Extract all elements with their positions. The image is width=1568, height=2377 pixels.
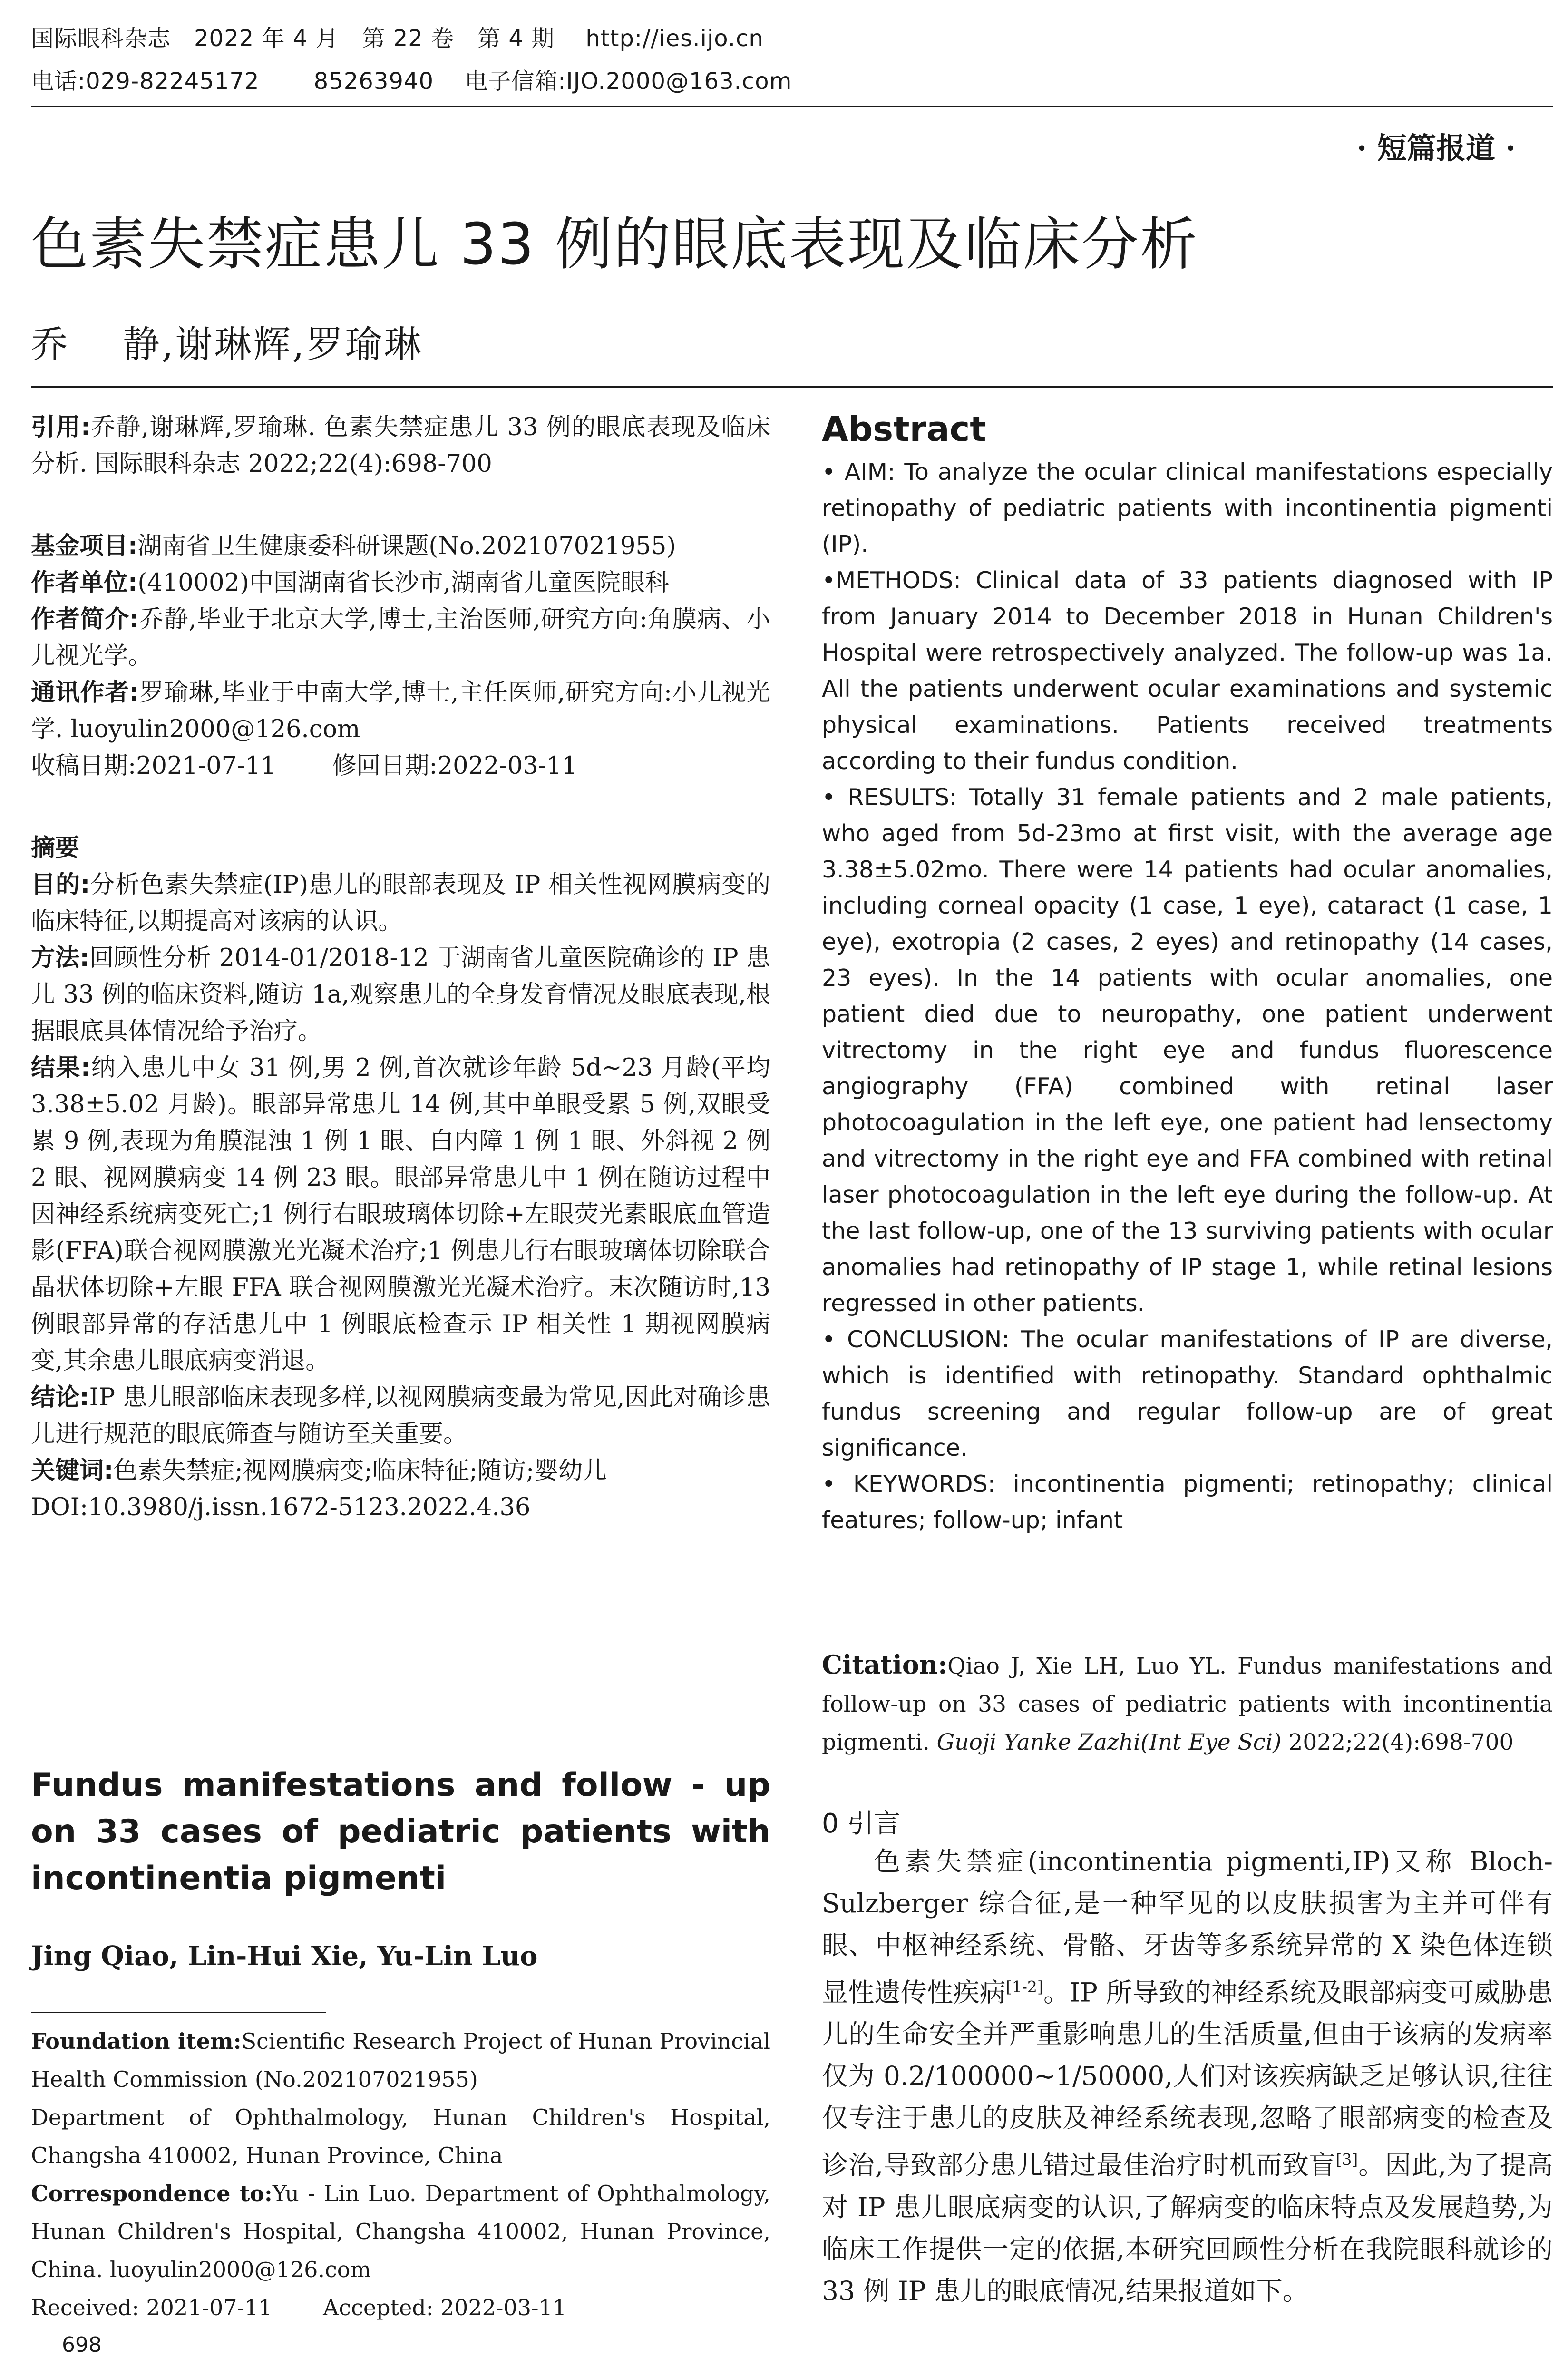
- conclusion-text: IP 患儿眼部临床表现多样,以视网膜病变最为常见,因此对确诊患儿进行规范的眼底筛查与随访至关重要。: [31, 1383, 770, 1448]
- abstract-keywords: • KEYWORDS: incontinentia pigmenti; retinopathy; clinical features; follow-up; infant: [822, 1471, 1553, 1534]
- methods-text: 回顾性分析 2014-01/2018-12 于湖南省儿童医院确诊的 IP 患儿 33 例的临床资料,随访 1a,观察患儿的全身发育情况及眼底表现,根据眼底具体情况给予治疗。: [31, 944, 770, 1045]
- doi: DOI:10.3980/j.issn.1672-5123.2022.4.36: [31, 1493, 531, 1521]
- page-number: 698: [62, 2333, 102, 2357]
- received-dates: 收稿日期:2021-07-11 修回日期:2022-03-11: [31, 752, 577, 780]
- abstract-conclusion: • CONCLUSION: The ocular manifestations of IP are diverse, which is identified with retinopathy. Standard ophthalmic fundus screening and regular follow-up are of great significance.: [822, 1326, 1553, 1461]
- bio-label: 作者简介:: [31, 605, 139, 633]
- methods-label: 方法:: [31, 944, 89, 972]
- foundation-text: Scientific Research Project of Hunan Provincial Health Commission (No.202107021955): [31, 2028, 770, 2092]
- intro-text-3: 。因此,为了提高对 IP 患儿眼底病变的认识,了解病变的临床特点及发展趋势,为临床工作提供一定的依据,本研究回顾性分析在我院眼科就诊的 33 例 IP 患儿的眼底情况,结果报道如下。: [822, 2150, 1553, 2306]
- intro-heading: 0 引言: [822, 1808, 901, 1839]
- aim-label: 目的:: [31, 871, 90, 899]
- bio-text: 乔静,毕业于北京大学,博士,主治医师,研究方向:角膜病、小儿视光学。: [31, 605, 770, 670]
- citation-en-journal: Guoji Yanke Zazhi(Int Eye Sci): [936, 1729, 1282, 1755]
- authors-rule: [31, 386, 1553, 388]
- abstract-en: [822, 454, 1553, 1539]
- foundation-label: Foundation item:: [31, 2028, 242, 2054]
- meta-block: [31, 528, 770, 784]
- correspondence-label: Correspondence to:: [31, 2181, 273, 2206]
- unit-text: (410002)中国湖南省长沙市,湖南省儿童医院眼科: [137, 569, 670, 597]
- corr-text: 罗瑜琳,毕业于中南大学,博士,主任医师,研究方向:小儿视光学. luoyulin2000@126.com: [31, 679, 770, 743]
- section-tag: · 短篇报道 ·: [1356, 131, 1516, 166]
- correspondence-text: Yu - Lin Luo. Department of Ophthalmology, Hunan Children's Hospital, Changsha 410002, Hunan Province, China. luoyulin2000@126.com: [31, 2181, 770, 2282]
- citation-label: 引用:: [31, 413, 91, 441]
- results-text: 纳入患儿中女 31 例,男 2 例,首次就诊年龄 5d~23 月龄(平均 3.38±5.02 月龄)。眼部异常患儿 14 例,其中单眼受累 5 例,双眼受累 9 例,表现为角膜混浊 1 例 1 眼、白内障 1 例 1 眼、外斜视 2 例 2 眼、视网膜病变 14 例 23 眼。眼部异常患儿中 1 例在随访过程中因神经系统病变死亡;1 例行右眼玻璃体切除+左眼荧光素眼底血管造影(FFA)联合视网膜激光光凝术治疗;1 例患儿行右眼玻璃体切除联合晶状体切除+左眼 FFA 联合视网膜激光光凝术治疗。末次随访时,13 例眼部异常的存活患儿中 1 例眼底检查示 IP 相关性 1 期视网膜病变,其余患儿眼底病变消退。: [31, 1054, 770, 1375]
- unit-label: 作者单位:: [31, 569, 138, 597]
- english-title: Fundus manifestations and follow - up on 33 cases of pediatric patients with incontinentia pigmenti: [31, 1766, 770, 1897]
- citation-en-label: Citation:: [822, 1649, 948, 1680]
- ref-3: [3]: [1335, 2150, 1358, 2169]
- article-title: 色素失禁症患儿 33 例的眼底表现及临床分析: [31, 212, 1198, 278]
- header-rule: [31, 106, 1553, 107]
- keywords-label: 关键词:: [31, 1457, 114, 1485]
- citation-en-tail: 2022;22(4):698-700: [1281, 1729, 1514, 1755]
- fund-label: 基金项目:: [31, 532, 138, 560]
- corr-label: 通讯作者:: [31, 679, 139, 707]
- fund-text: 湖南省卫生健康委科研课题(No.202107021955): [137, 532, 676, 560]
- abstract-aim: • AIM: To analyze the ocular clinical manifestations especially retinopathy of pediatric patients with incontinentia pigmenti (IP).: [822, 458, 1553, 558]
- received-accepted: Received: 2021-07-11 Accepted: 2022-03-11: [31, 2295, 567, 2320]
- authors-cn: 乔 静,谢琳辉,罗瑜琳: [31, 323, 423, 366]
- english-authors: Jing Qiao, Lin-Hui Xie, Yu-Lin Luo: [31, 1940, 538, 1972]
- intro-text-2: 。IP 所导致的神经系统及眼部病变可威胁患儿的生命安全并严重影响患儿的生活质量,但由于该病的发病率仅为 0.2/100000~1/50000,人们对该疾病缺乏足够认识,往往仅专注于患儿的皮肤及神经系统表现,忽略了眼部病变的检查及诊治,导致部分患儿错过最佳治疗时机而致盲: [822, 1977, 1553, 2181]
- ref-1-2: [1-2]: [1005, 1978, 1043, 1996]
- intro-paragraph: [822, 1841, 1553, 2312]
- journal-header-line2: 电话:029-82245172 85263940 电子信箱:IJO.2000@163.com: [31, 68, 792, 95]
- citation-en-text: Qiao J, Xie LH, Luo YL. Fundus manifestations and follow-up on 33 cases of pediatric patients with incontinentia pigmenti.: [822, 1653, 1553, 1755]
- intro-text-1: 色素失禁症(incontinentia pigmenti,IP)又称 Bloch-Sulzberger 综合征,是一种罕见的以皮肤损害为主并可伴有眼、中枢神经系统、骨骼、牙齿等多系统异常的 X 染色体连锁显性遗传性疾病: [822, 1846, 1553, 2008]
- conclusion-label: 结论:: [31, 1383, 89, 1412]
- abstract-cn: [31, 830, 770, 1526]
- keywords-text: 色素失禁症;视网膜病变;临床特征;随访;婴幼儿: [113, 1457, 607, 1485]
- english-footnotes: [31, 2022, 770, 2327]
- abstract-heading: Abstract: [822, 409, 986, 449]
- citation-en: [822, 1646, 1553, 1762]
- abstract-methods: •METHODS: Clinical data of 33 patients diagnosed with IP from January 2014 to December 2018 in Hunan Children's Hospital were retrospectively analyzed. The follow-up was 1a. All the patients underwent ocular examinations and systemic physical examinations. Patients received treatments according to their fundus condition.: [822, 567, 1553, 775]
- abstract-cn-heading: 摘要: [31, 834, 80, 862]
- footnote-rule: [31, 2012, 326, 2013]
- department: Department of Ophthalmology, Hunan Children's Hospital, Changsha 410002, Hunan Province, China: [31, 2104, 770, 2168]
- citation-text: 乔静,谢琳辉,罗瑜琳. 色素失禁症患儿 33 例的眼底表现及临床分析. 国际眼科杂志 2022;22(4):698-700: [31, 413, 770, 478]
- abstract-results: • RESULTS: Totally 31 female patients and 2 male patients, who aged from 5d-23mo at first visit, with the average age 3.38±5.02mo. There were 14 patients had ocular anomalies, including corneal opacity (1 case, 1 eye), cataract (1 case, 1 eye), exotropia (2 cases, 2 eyes) and retinopathy (14 cases, 23 eyes). In the 14 patients with ocular anomalies, one patient died due to neuropathy, one patient underwent vitrectomy in the right eye and fundus fluorescence angiography (FFA) combined with retinal laser photocoagulation in the left eye, one patient had lensectomy and vitrectomy in the right eye and FFA combined with retinal laser photocoagulation in the left eye during the follow-up. At the last follow-up, one of the 13 surviving patients with ocular anomalies had retinopathy of IP stage 1, while retinal lesions regressed in other patients.: [822, 784, 1553, 1317]
- aim-text: 分析色素失禁症(IP)患儿的眼部表现及 IP 相关性视网膜病变的临床特征,以期提高对该病的认识。: [31, 871, 770, 935]
- results-label: 结果:: [31, 1054, 91, 1082]
- journal-header-line1: 国际眼科杂志 2022 年 4 月 第 22 卷 第 4 期 http://ies.ijo.cn: [31, 25, 764, 52]
- citation-cn: [31, 409, 770, 482]
